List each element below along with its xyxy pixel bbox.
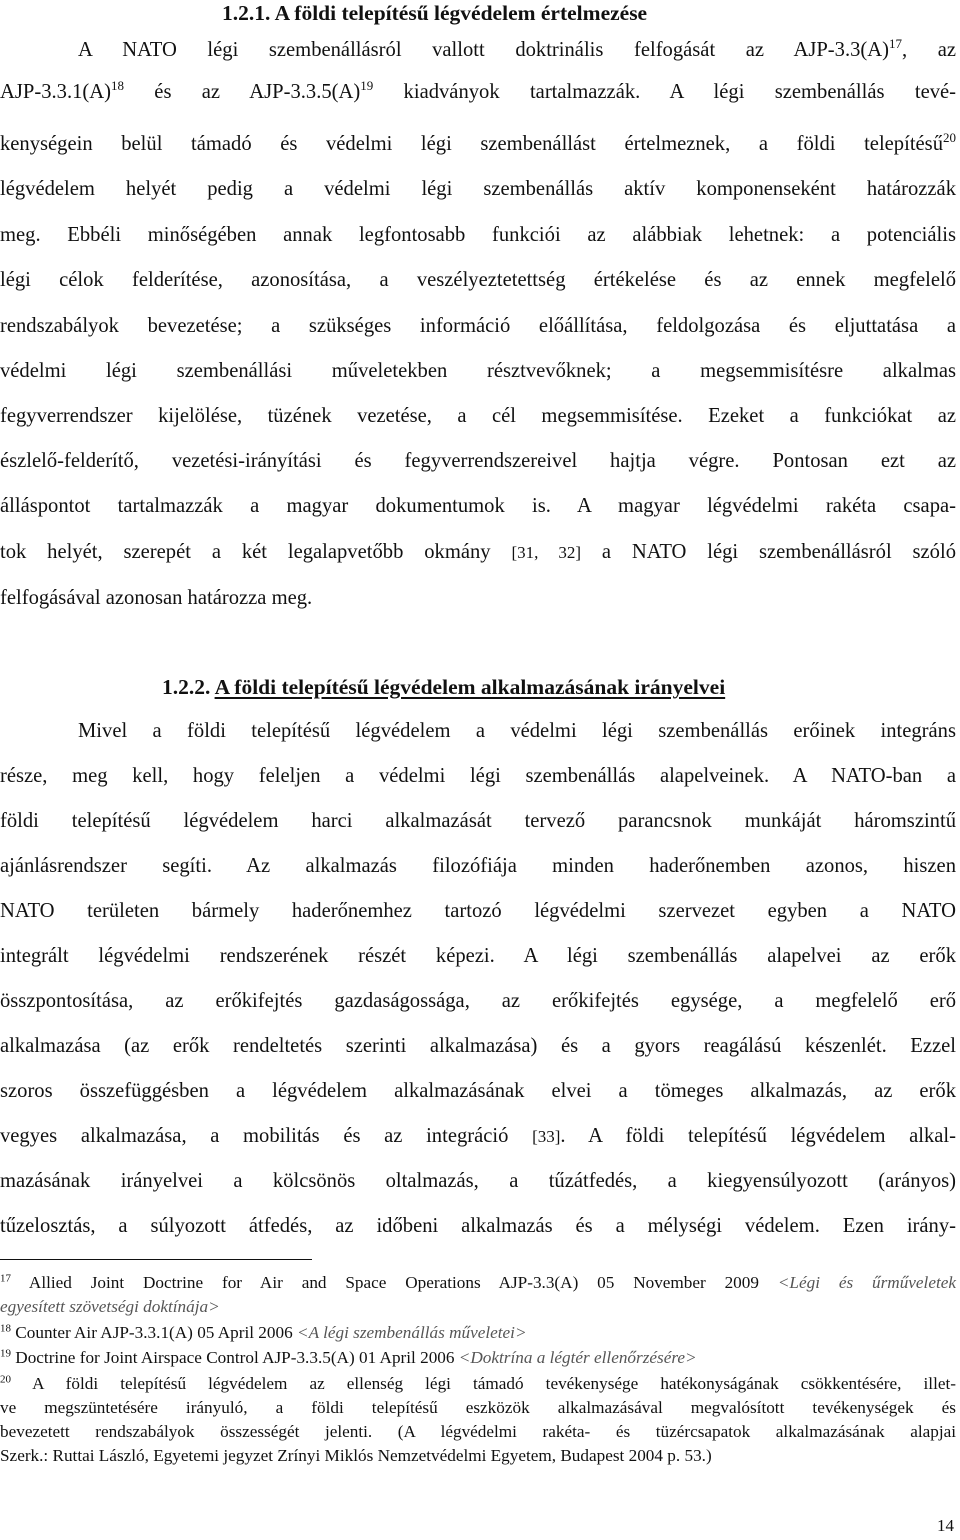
paragraph-line: szoros összefüggésben a légvédelem alkalmazásának elvei a tömeges alkalmazás, az erők xyxy=(0,1080,956,1102)
footnote-19: $^{19}$ Doctrine for Joint Airspace Control AJP-3.3.5(A) 01 April 2006 <Doktrína a légtér ellenőrzésére> xyxy=(0,1347,697,1367)
footnote-20-cont: Szerk.: Ruttai László, Egyetemi jegyzet Zrínyi Miklós Nemzetvédelmi Egyetem, Budapest 2004 p. 53.) xyxy=(0,1446,712,1465)
paragraph-line: védelmi légi szembenállási műveletekben résztvevőknek; a megsemmisítésre alkalmas xyxy=(0,360,956,382)
footnote-ref[interactable]: 19 xyxy=(360,78,374,94)
paragraph-line: ajánlásrendszer segíti. Az alkalmazás filozófiája minden haderőnemben azonos, hiszen xyxy=(0,855,956,877)
paragraph-line: meg. Ebbéli minőségében annak legfontosabb funkciói az alábbiak lehetnek: a potenciális xyxy=(0,224,956,246)
citation-link[interactable]: [33] xyxy=(532,1127,561,1146)
paragraph-line: földi telepítésű légvédelem harci alkalmazását tervező parancsnok munkáját háromszintű xyxy=(0,810,956,832)
footnote-18: $^{18}$ Counter Air AJP-3.3.1(A) 05 April 2006 <A légi szembenállás műveletei> xyxy=(0,1322,527,1342)
footnote-ref[interactable]: 17 xyxy=(889,36,902,52)
paragraph-line: légi célok felderítése, azonosítása, a veszélyeztetettség értékelése és az ennek megfelelő xyxy=(0,269,956,291)
paragraph-line: AJP-$3.3.1(A)^{18}$ és az AJP-$3.3.5(A)^{19}$ kiadványok tartalmazzák. A légi szembenállás tevé- xyxy=(0,78,956,103)
section-heading-1-2-1 xyxy=(222,0,647,26)
paragraph-line: észlelő-felderítő, vezetési-irányítási és fegyverrendszereivel hajtja végre. Pontosan ezt az xyxy=(0,450,956,472)
footnote-20: $^{20}$ A földi telepítésű légvédelem az ellenség légi támadó tevékenysége hatékonyságának csökkentésére, illet- xyxy=(0,1373,956,1393)
footnote-ref[interactable]: 20 xyxy=(943,130,956,146)
section-title: A földi telepítésű légvédelem értelmezése xyxy=(274,1,648,25)
paragraph-line: álláspontot tartalmazzák a magyar dokumentumok is. A magyar légvédelmi rakéta csapa- xyxy=(0,495,956,517)
page-number: 14 xyxy=(937,1516,954,1535)
paragraph-line: felfogásával azonosan határozza meg. xyxy=(0,587,313,609)
footnote-ref[interactable]: 18 xyxy=(110,78,124,94)
footnote-separator xyxy=(0,1259,312,1260)
section-number: 1.2.1. xyxy=(222,1,271,25)
footnote-20-cont: ve megszüntetésére irányuló, a földi telepítésű eszközök alkalmazásával megvalósított tevékenységek és xyxy=(0,1398,956,1417)
footnote-20-cont: bevezetett rendszabályok összességét jelenti. (A légvédelmi rakéta- és tüzércsapatok alkalmazásának alapjai xyxy=(0,1422,956,1441)
footnote-17: $^{17}$ Allied Joint Doctrine for Air and Space Operations AJP-3.3(A) 05 November 2009 <Légi és űrműveletek xyxy=(0,1272,956,1292)
section-title: A földi telepítésű légvédelem alkalmazásának irányelvei xyxy=(214,675,726,699)
paragraph-line: fegyverrendszer kijelölése, tüzének vezetése, a cél megsemmisítése. Ezeket a funkciókat az xyxy=(0,405,956,427)
paragraph-line: összpontosítása, az erőkifejtés gazdaságossága, az erőkifejtés egysége, a megfelelő erő xyxy=(0,990,956,1012)
paragraph-line: alkalmazása (az erők rendeltetés szerinti alkalmazása) és a gyors reagálású készenlét. Ezzel xyxy=(0,1035,956,1057)
paragraph-line: légvédelem helyét pedig a védelmi légi szembenállás aktív komponenseként határozzák xyxy=(0,178,956,200)
citation-link[interactable]: [31, 32] xyxy=(511,543,581,562)
paragraph-line: A NATO légi szembenállásról vallott doktrinális felfogását az AJP-$3.3(A)^{17}$, az xyxy=(78,36,957,61)
paragraph-line: rendszabályok bevezetése; a szükséges információ előállítása, feldolgozása és eljuttatása a xyxy=(0,315,956,337)
section-number: 1.2.2. xyxy=(162,675,211,699)
paragraph-line: kenységein belül támadó és védelmi légi szembenállást értelmeznek, a földi telepítésű$^{20}$ xyxy=(0,130,956,155)
paragraph-line: NATO területen bármely haderőnemhez tartozó légvédelmi szervezet egyben a NATO xyxy=(0,900,956,922)
paragraph-line: tűzelosztás, a súlyozott átfedés, az időbeni alkalmazás és a mélységi védelem. Ezen irány- xyxy=(0,1215,956,1237)
paragraph-line: része, meg kell, hogy feleljen a védelmi légi szembenállás alapelveinek. A NATO-ban a xyxy=(0,765,956,787)
paragraph-line: vegyes alkalmazása, a mobilitás és az integráció [33]. A földi telepítésű légvédelem alkal- xyxy=(0,1125,957,1147)
paragraph-line: tok helyét, szerepét a két legalapvetőbb okmány [31, 32] a NATO légi szembenállásról szóló xyxy=(0,541,956,563)
footnote-17-cont: egyesített szövetségi doktínája> xyxy=(0,1297,220,1316)
paragraph-line: Mivel a földi telepítésű légvédelem a védelmi légi szembenállás erőinek integráns xyxy=(78,720,956,742)
section-heading-1-2-2 xyxy=(162,674,725,700)
paragraph-line: integrált légvédelmi rendszerének részét képezi. A légi szembenállás alapelvei az erők xyxy=(0,945,956,967)
paragraph-line: mazásának irányelvei a kölcsönös oltalmazás, a tűzátfedés, a kiegyensúlyozott (arányos) xyxy=(0,1170,956,1192)
